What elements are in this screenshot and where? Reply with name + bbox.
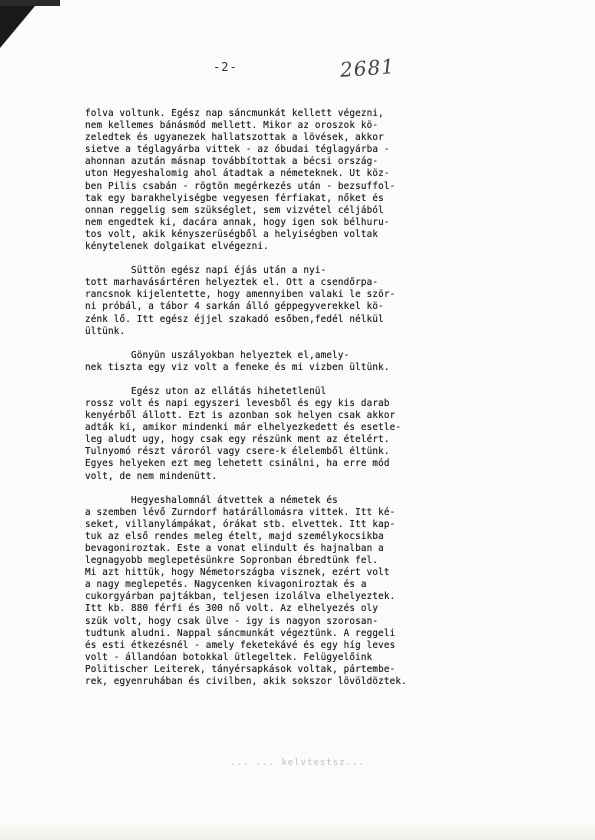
text-line: onnan reggelig sem szükséglet, sem vizvétel céljából xyxy=(85,204,384,216)
bottom-page-edge xyxy=(0,822,595,840)
paragraph-gap xyxy=(85,374,505,386)
text-line: Gönyün uszályokban helyeztek el,amely- xyxy=(85,349,350,361)
text-line: folva voltunk. Egész nap sáncmunkát kellett végezni, xyxy=(85,108,384,119)
text-line: zénk lő. Itt egész éjjel szakadó esőben,fedél nélkül xyxy=(85,313,384,325)
text-line: rek, egyenruhában és civilben, akik sokszor lövöldöztek. xyxy=(85,676,407,688)
text-line: zeledtek és ugyanezek hallatszottak a lövések, akkor xyxy=(85,132,384,144)
text-line: szük volt, hogy csak ülve - igy is nagyon szorosan- xyxy=(85,615,379,627)
text-line: uton Hegyeshalomig ahol átadtak a németeknek. Ut köz- xyxy=(85,168,390,180)
text-line: Mi azt hittük, hogy Németországba visznek, ezért volt xyxy=(85,567,390,579)
text-line: tott marhavásártéren helyeztek el. Ott a csendőrpa- xyxy=(85,277,379,289)
text-line: Süttön egész napi éjás után a nyi- xyxy=(85,265,327,277)
text-line: cukorgyárban pajtákban, teljesen izolálva elhelyeztek. xyxy=(85,591,396,603)
paragraph xyxy=(85,350,505,374)
text-line: tak egy barakhelyiségbe vegyesen férfiakat, nőket és xyxy=(85,192,384,204)
bottom-faint-text: ... ... kelvtestsz... xyxy=(230,758,365,768)
text-line: ni próbál, a tábor 4 sarkán álló géppegyverekkel kö- xyxy=(85,301,384,313)
paragraph-gap xyxy=(85,253,505,265)
text-line: bevagoniroztak. Este a vonat elindult és hajnalban a xyxy=(85,543,384,554)
text-line: tudtunk aludni. Nappal sáncmunkát végeztünk. A reggeli xyxy=(85,627,396,639)
text-line: nem kellemes bánásmód mellett. Mikor az oroszok kö- xyxy=(85,120,379,132)
text-line: adták ki, amikor mindenki már elhelyezkedett és esetle- xyxy=(85,422,402,434)
text-line: seket, villanylámpákat, órákat stb. elvettek. Itt kap- xyxy=(85,518,396,530)
text-line: Hegyeshalomnál átvettek a németek és xyxy=(85,494,338,506)
paragraph xyxy=(85,108,505,253)
paragraph xyxy=(85,265,505,338)
text-line: volt, de nem mindenütt. xyxy=(85,470,218,482)
text-line: rossz volt és napi egyszeri levesből és egy kis darab xyxy=(85,397,390,409)
text-line: és esti étkezésnél - amely feketekávé és egy híg leves xyxy=(85,639,396,651)
text-line: tuk az első rendes meleg ételt, majd személykocsikba xyxy=(85,530,384,542)
paragraph xyxy=(85,495,505,689)
top-edge-shadow xyxy=(0,0,60,6)
paragraph xyxy=(85,386,505,483)
text-line: volt - állandóan botokkal ütlegeltek. Felügyelőink xyxy=(85,651,373,663)
text-line: ben Pilis csabán - rögtön megérkezés után - bezsuffol- xyxy=(85,180,396,192)
folded-corner-shadow xyxy=(0,0,40,48)
text-line: ültünk. xyxy=(85,325,126,337)
text-line: Egész uton az ellátás hihetetlenül xyxy=(85,385,327,397)
text-line: a szemben lévő Zurndorf határállomásra vittek. Itt ké- xyxy=(85,506,396,518)
text-line: nem engedtek ki, dacára annak, hogy igen sok bélhuru- xyxy=(85,216,390,228)
text-line: tos volt, akik kényszerüségből a helyiségben voltak xyxy=(85,228,379,240)
text-line: sietve a téglagyárba vittek - az óbudai téglagyárba - xyxy=(85,144,390,156)
text-line: legnagyobb meglepetésünkre Sopronban ébredtünk fel. xyxy=(85,555,379,567)
page-number: -2- xyxy=(213,60,238,74)
handwritten-archive-number: 2681 xyxy=(339,54,396,82)
text-line: leg aludt ugy, hogy csak egy részünk ment az ételért. xyxy=(85,434,390,446)
text-line: Egyes helyeken ezt meg lehetett csinálni, ha erre mód xyxy=(85,458,390,470)
text-line: a nagy meglepetés. Nagycenken kivagoniroztak és a xyxy=(85,579,367,591)
paragraph-gap xyxy=(85,338,505,350)
document-body xyxy=(85,108,505,688)
paragraph-gap xyxy=(85,483,505,495)
text-line: Politischer Leiterek, tányérsapkások voltak, pártembe- xyxy=(85,663,396,675)
text-line: rancsnok kijelentette, hogy amennyiben valaki le ször- xyxy=(85,289,396,301)
text-line: ahonnan azután másnap továbbítottak a bécsi ország- xyxy=(85,156,379,168)
text-line: Itt kb. 880 férfi és 300 nő volt. Az elhelyezés oly xyxy=(85,603,379,615)
text-line: Tulnyomó részt vároról vagy csere-k élelemből éltünk. xyxy=(85,446,390,458)
text-line: kénytelenek dolgaikat elvégezni. xyxy=(85,241,269,253)
text-line: kenyérből állott. Ezt is azonban sok helyen csak akkor xyxy=(85,410,396,422)
text-line: nek tiszta egy viz volt a feneke és mi vizben ültünk. xyxy=(85,361,390,373)
